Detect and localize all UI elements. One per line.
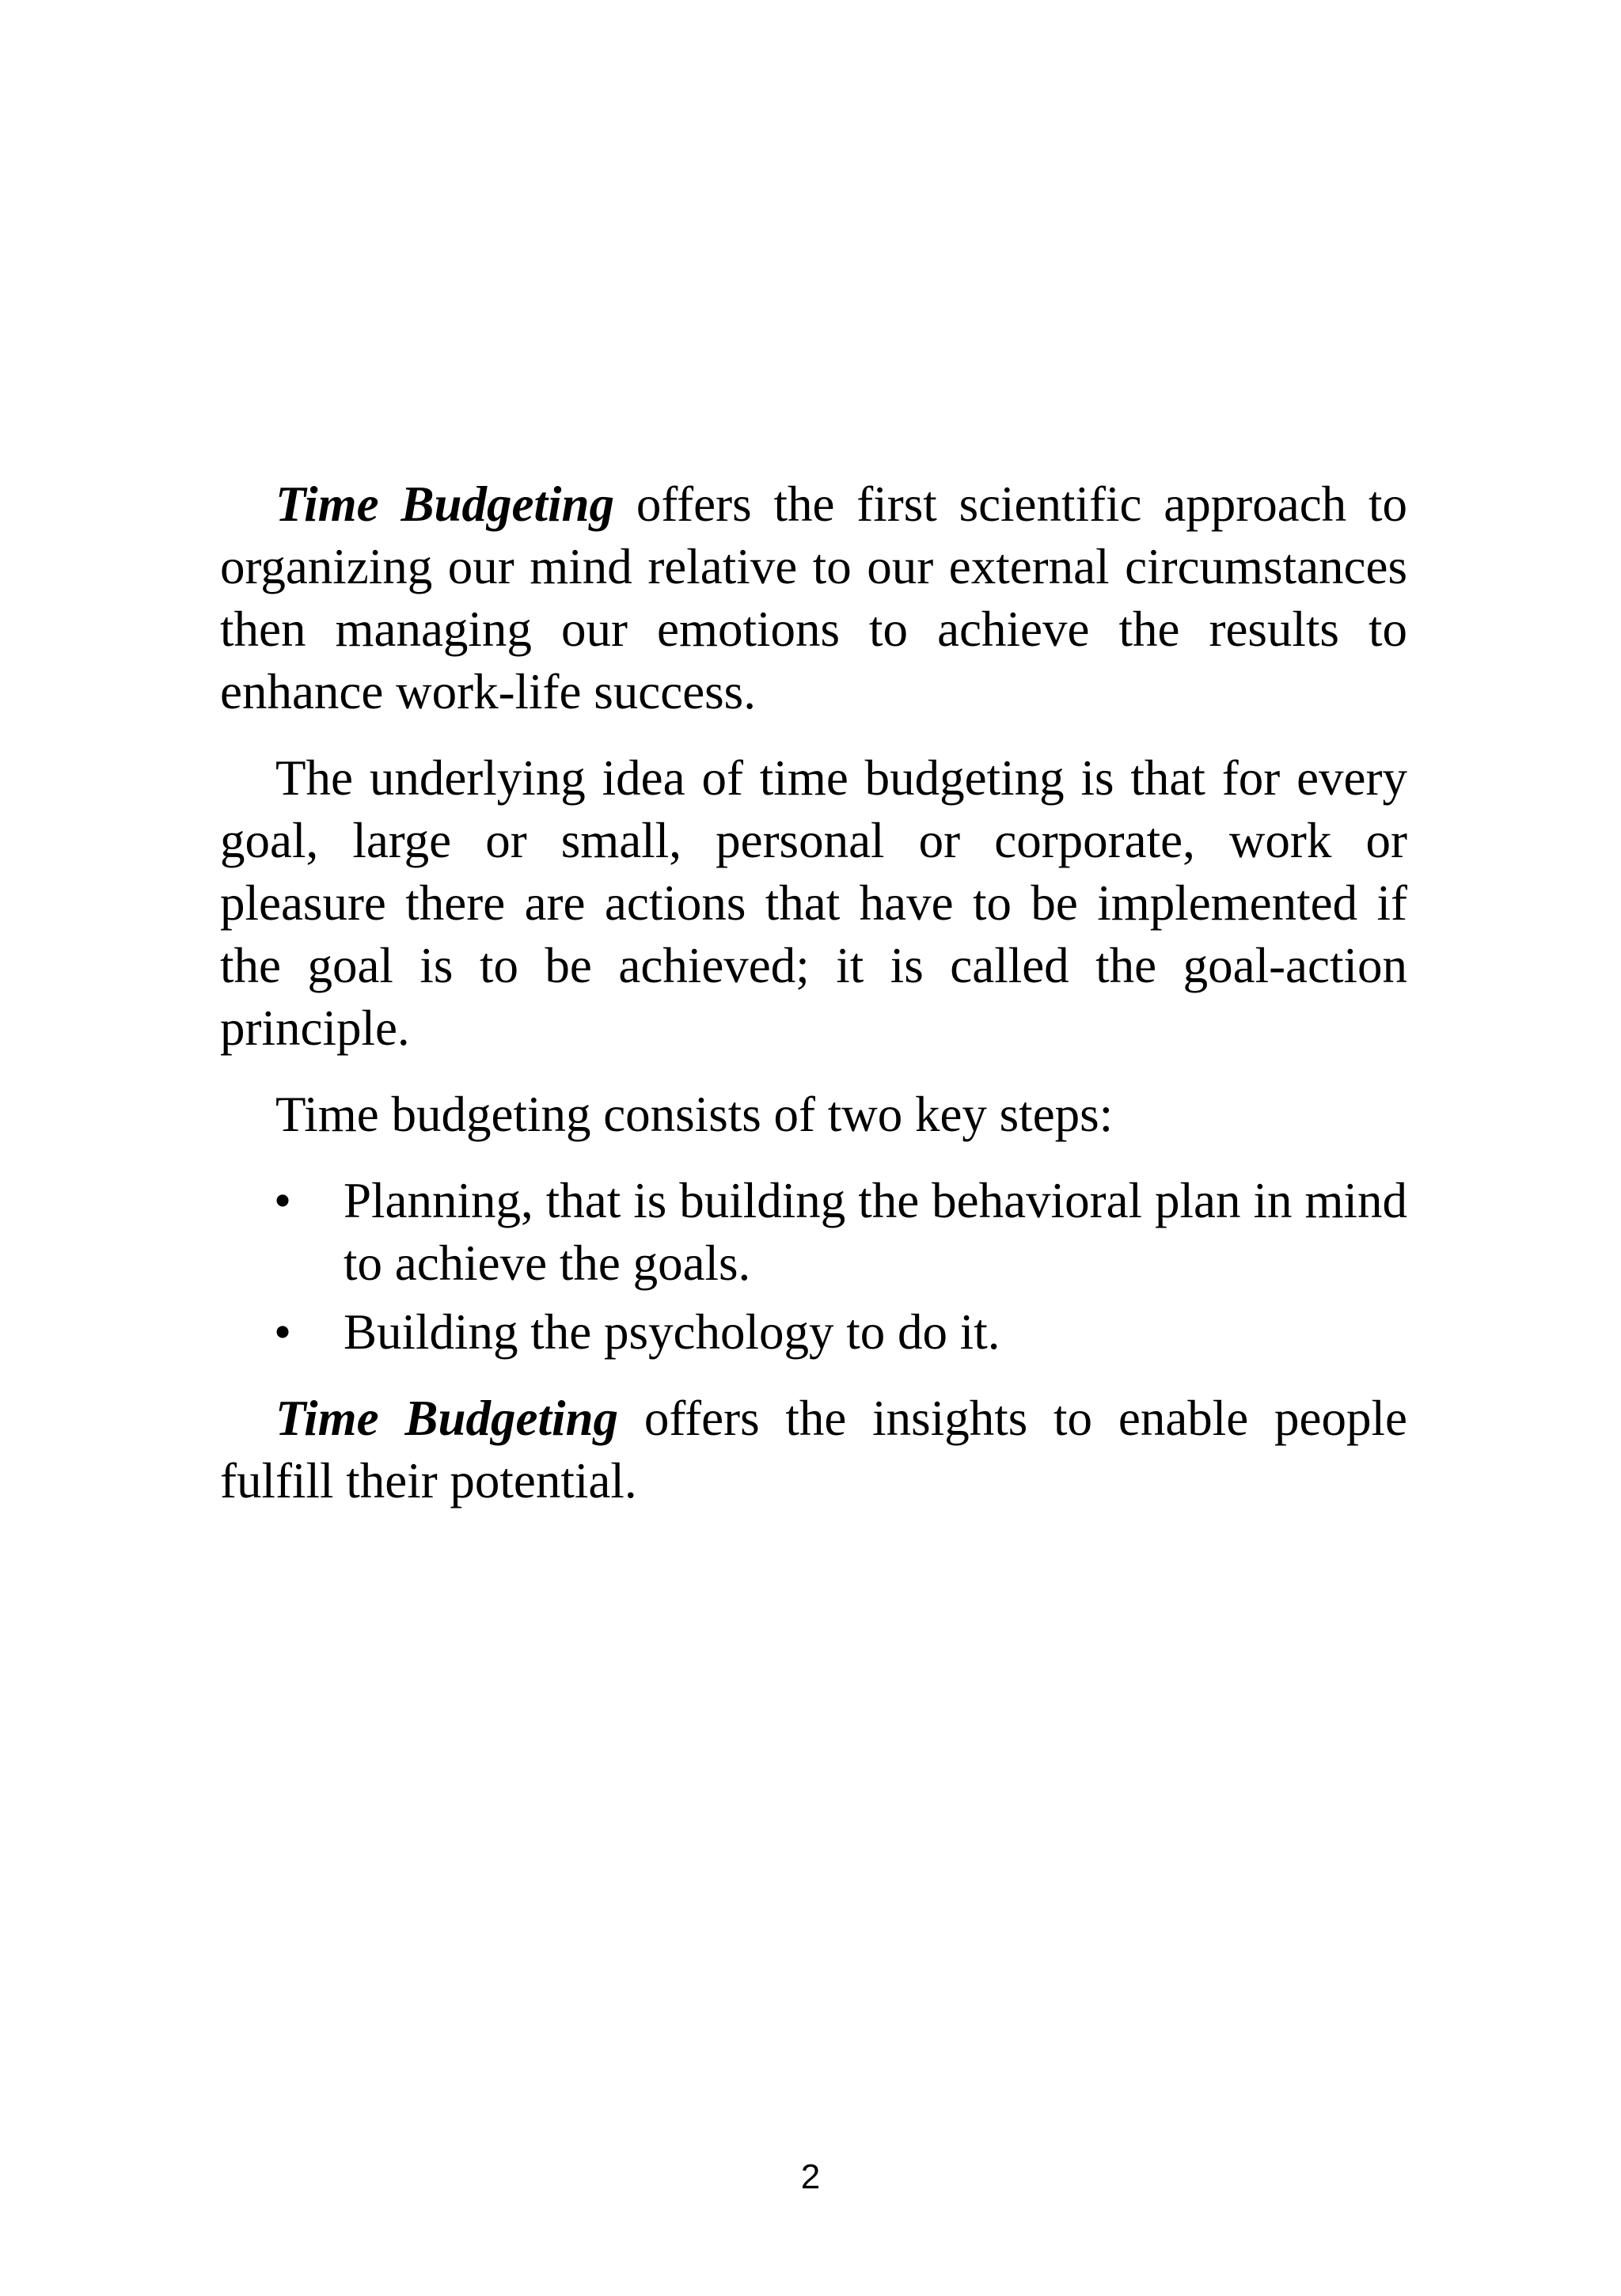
page-body [220,473,1407,1512]
list-item [220,1301,1407,1364]
bullet-icon: • [274,1304,292,1360]
book-title-emphasis: Time Budgeting [275,1391,618,1446]
key-steps-list [220,1170,1407,1364]
list-item-text: Building the psychology to do it. [344,1304,1000,1360]
closing-paragraph-text: offers the insights to enable people fulfill their potential. [220,1391,1407,1509]
principle-paragraph: The underlying idea of time budgeting is that for every goal, large or small, personal or corporate, work or pleasure there are actions that have to be implemented if the goal is to be achieved; it is called the goal-action principle. [220,750,1407,1056]
bullet-icon: • [274,1173,292,1228]
steps-intro-paragraph: Time budgeting consists of two key steps: [275,1087,1114,1142]
book-title-emphasis: Time Budgeting [275,476,615,532]
closing-paragraph [220,1387,1407,1512]
intro-paragraph-text: offers the first scientific approach to organizing our mind relative to our external circumstances then managing our emotions to achieve the results to enhance work-life success. [220,476,1407,719]
list-item-text: Planning, that is building the behavioral plan in mind to achieve the goals. [344,1173,1407,1291]
page-number: 2 [800,2157,821,2196]
list-item [220,1170,1407,1295]
intro-paragraph [220,473,1407,723]
